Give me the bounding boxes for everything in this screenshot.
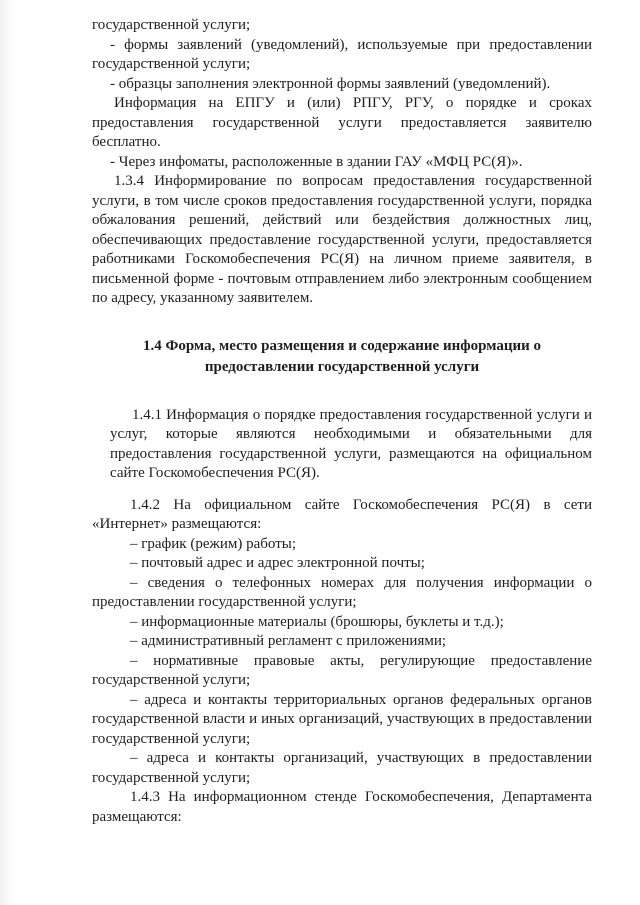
paragraph: государственной услуги; bbox=[92, 17, 251, 33]
list-item: – адреса и контакты организаций, участвующих в предоставлении государственной услуги; bbox=[92, 750, 592, 786]
paragraph: 1.3.4 Информирование по вопросам предоставления государственной услуги, в том числе сроков предоставления государственной услуги, порядка обжалования решений, действий или бездействия должностных лиц, обеспечивающих предоставление государственной услуги, предоставляется работниками Госкомобеспечения РС(Я) на личном приеме заявителя, в письменной форме - почтовым отправлением либо электронным сообщением по адресу, указанному заявителем. bbox=[92, 173, 592, 306]
list-item: – график (режим) работы; bbox=[130, 535, 297, 552]
paragraph: Информация на ЕПГУ и (или) РПГУ, РГУ, о порядке и сроках предоставления государственной услуги предоставляется заявителю бесплатно. bbox=[92, 95, 592, 150]
list-item: – информационные материалы (брошюры, буклеты и т.д.); bbox=[130, 613, 504, 630]
paragraph: 1.4.1 Информация о порядке предоставления государственной услуги и услуг, которые являются необходимыми и обязательными для предоставления государственной услуги, размещаются на официальном сайте Госкомобеспечения РС(Я). bbox=[110, 406, 592, 481]
paragraph: 1.4.2 На официальном сайте Госкомобеспечения РС(Я) в сети «Интернет» размещаются: bbox=[92, 496, 592, 532]
paragraph: - Через инфоматы, расположенные в здании ГАУ «МФЦ РС(Я)». bbox=[110, 153, 523, 170]
heading-line: 1.4 Форма, место размещения и содержание информации о bbox=[142, 337, 542, 354]
document-body bbox=[92, 16, 592, 827]
list-item: – нормативные правовые акты, регулирующие предоставление государственной услуги; bbox=[92, 652, 592, 688]
section-1-4-1 bbox=[92, 406, 592, 484]
list-item: – сведения о телефонных номерах для получения информации о предоставлении государственной услуги; bbox=[92, 574, 592, 610]
list-item: – адреса и контакты территориальных органов федеральных органов государственной власти и иных организаций, участвующих в предоставлении государственной услуги; bbox=[92, 691, 592, 747]
paragraph: - образцы заполнения электронной формы заявлений (уведомлений). bbox=[110, 75, 551, 92]
list-item: – административный регламент с приложениями; bbox=[130, 633, 447, 649]
scan-edge bbox=[0, 0, 14, 905]
list-item: – почтовый адрес и адрес электронной почты; bbox=[130, 555, 425, 571]
section-heading bbox=[92, 336, 592, 378]
paragraph: - формы заявлений (уведомлений), используемые при предоставлении государственной услуги; bbox=[92, 36, 592, 72]
heading-line: предоставлении государственной услуги bbox=[204, 358, 480, 375]
paragraph: 1.4.3 На информационном стенде Госкомобеспечения, Департамента размещаются: bbox=[92, 789, 592, 825]
